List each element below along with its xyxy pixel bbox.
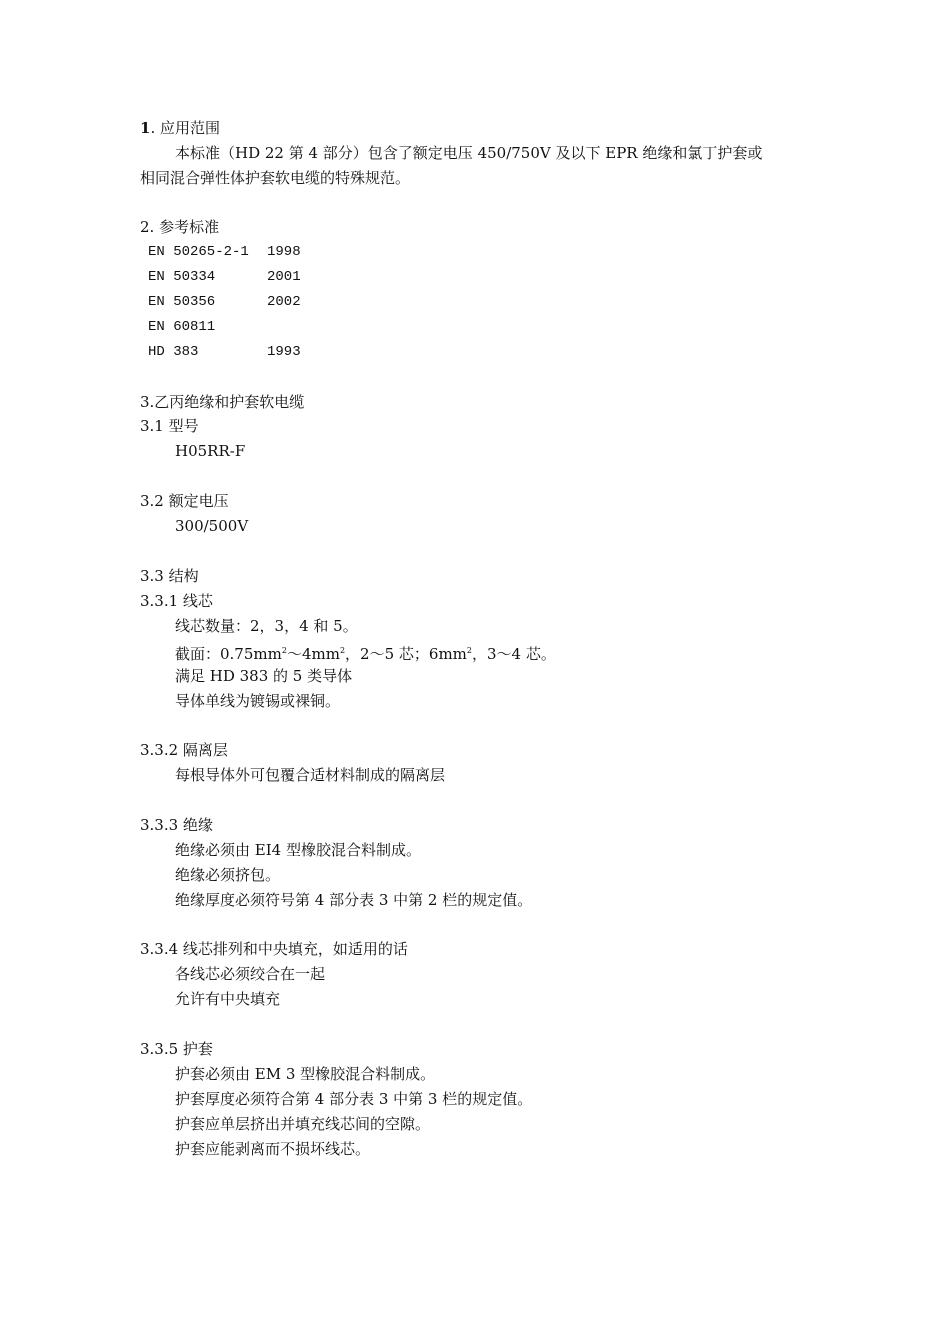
reference-year: 1993	[267, 344, 301, 360]
section-3-3-3-heading: 3.3.3 绝缘	[140, 816, 213, 834]
insulation-line: 绝缘必须由 EI4 型橡胶混合料制成。	[175, 841, 421, 859]
cross-section-part: 截面：0.75mm	[175, 645, 282, 663]
section-3-1-value: H05RR-F	[175, 442, 246, 460]
reference-code: EN 50265-2-1	[148, 244, 249, 260]
assembly-line: 允许有中央填充	[175, 990, 281, 1008]
superscript: 2	[466, 646, 472, 655]
section-3-3-1-heading: 3.3.1 线芯	[140, 592, 213, 610]
reference-year: 2002	[267, 294, 301, 310]
reference-code: EN 50356	[148, 294, 216, 310]
reference-code: EN 50334	[148, 269, 216, 285]
section-3-3-4-heading: 3.3.4 线芯排列和中央填充，如适用的话	[140, 940, 408, 958]
section-3-3-2-heading: 3.3.2 隔离层	[140, 741, 228, 759]
section-3-3-heading: 3.3 结构	[140, 567, 199, 585]
reference-code: EN 60811	[148, 319, 216, 335]
sheath-line: 护套必须由 EM 3 型橡胶混合料制成。	[175, 1065, 436, 1083]
reference-year: 2001	[267, 269, 301, 285]
cross-section-part: ，3～4 芯。	[472, 645, 556, 663]
insulation-line: 绝缘必须挤包。	[175, 866, 281, 884]
section-3-2-value: 300/500V	[175, 517, 249, 535]
reference-year: 1998	[267, 244, 301, 260]
section-3-2-heading: 3.2 额定电压	[140, 492, 229, 510]
assembly-line: 各线芯必须绞合在一起	[175, 965, 326, 983]
separator-line: 每根导体外可包覆合适材料制成的隔离层	[175, 766, 446, 784]
conductor-class-line: 满足 HD 383 的 5 类导体	[175, 667, 353, 685]
insulation-line: 绝缘厚度必须符号第 4 部分表 3 中第 2 栏的规定值。	[175, 891, 533, 909]
section-1-heading	[140, 118, 220, 138]
section-1-paragraph-line-2: 相同混合弹性体护套软电缆的特殊规范。	[140, 169, 411, 187]
section-1-number: 1	[140, 119, 151, 137]
reference-code: HD 383	[148, 344, 199, 360]
sheath-line: 护套应单层挤出并填充线芯间的空隙。	[175, 1115, 431, 1133]
conductor-wire-line: 导体单线为镀锡或裸铜。	[175, 692, 341, 710]
cross-section-line	[175, 641, 556, 664]
superscript: 2	[339, 646, 346, 655]
cross-section-part: ，2～5 芯；6mm	[345, 645, 467, 663]
section-2-heading: 2. 参考标准	[140, 218, 220, 236]
sheath-line: 护套应能剥离而不损坏线芯。	[175, 1140, 371, 1158]
section-3-3-5-heading: 3.3.5 护套	[140, 1040, 213, 1058]
sheath-line: 护套厚度必须符合第 4 部分表 3 中第 3 栏的规定值。	[175, 1090, 533, 1108]
section-1-title: . 应用范围	[150, 119, 220, 137]
section-3-1-heading: 3.1 型号	[140, 417, 199, 435]
section-3-heading: 3.乙丙绝缘和护套软电缆	[140, 393, 305, 411]
superscript: 2	[281, 646, 287, 655]
cross-section-part: ～4mm	[286, 645, 340, 663]
core-count-line: 线芯数量：2，3，4 和 5。	[175, 617, 358, 635]
section-1-paragraph-line-1: 本标准（HD 22 第 4 部分）包含了额定电压 450/750V 及以下 EPR 绝缘和氯丁护套或	[175, 144, 763, 162]
